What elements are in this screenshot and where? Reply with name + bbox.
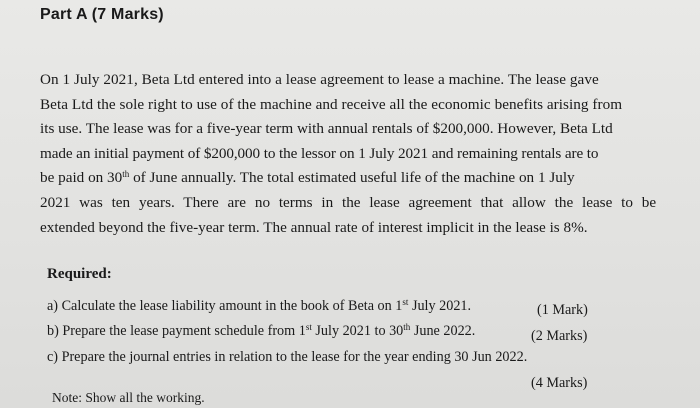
ordinal-suffix: st: [402, 297, 409, 307]
part-heading: Part A (7 Marks): [40, 6, 164, 23]
ordinal-suffix: th: [122, 169, 130, 180]
paragraph-line: Beta Ltd the sole right to use of the machine and receive all the economic benefits arising from: [40, 95, 623, 113]
paragraph-line: On 1 July 2021, Beta Ltd entered into a lease agreement to lease a machine. The lease gave: [40, 71, 599, 88]
paragraph-line: 2021 was ten years. There are no terms in the lease agreement that allow the lease to be: [40, 193, 657, 211]
note-text: Note: Show all the working.: [52, 390, 205, 405]
scenario-paragraph: [40, 68, 657, 240]
question-a-marks: (1 Mark): [537, 302, 588, 318]
question-c-marks: (4 Marks): [531, 375, 588, 391]
paragraph-line: its use. The lease was for a five-year term with annual rentals of $200,000. However, Beta Ltd: [40, 120, 613, 138]
question-text: June 2022.: [410, 323, 476, 339]
question-text: b) Prepare the lease payment schedule from 1: [47, 323, 306, 339]
paragraph-text: of June annually. The total estimated useful life of the machine on 1 July: [129, 169, 575, 187]
question-b: [47, 323, 475, 340]
question-text: July 2021 to 30: [311, 323, 404, 339]
paragraph-line: made an initial payment of $200,000 to the lessor on 1 July 2021 and remaining rentals are to: [40, 144, 599, 162]
paragraph-text: be paid on 30: [40, 169, 123, 187]
paragraph-line: extended beyond the five-year term. The annual rate of interest implicit in the lease is 8%.: [40, 218, 588, 236]
question-b-marks: (2 Marks): [531, 328, 588, 344]
question-a: [47, 298, 471, 315]
paragraph-line: [40, 166, 630, 191]
question-text: July 2021.: [408, 298, 472, 314]
question-text: a) Calculate the lease liability amount in the book of Beta on 1: [47, 298, 403, 314]
question-c: c) Prepare the journal entries in relation to the lease for the year ending 30 Jun 2022.: [47, 349, 528, 365]
ordinal-suffix: st: [305, 322, 312, 332]
required-label: Required:: [47, 266, 112, 282]
ordinal-suffix: th: [403, 322, 411, 332]
